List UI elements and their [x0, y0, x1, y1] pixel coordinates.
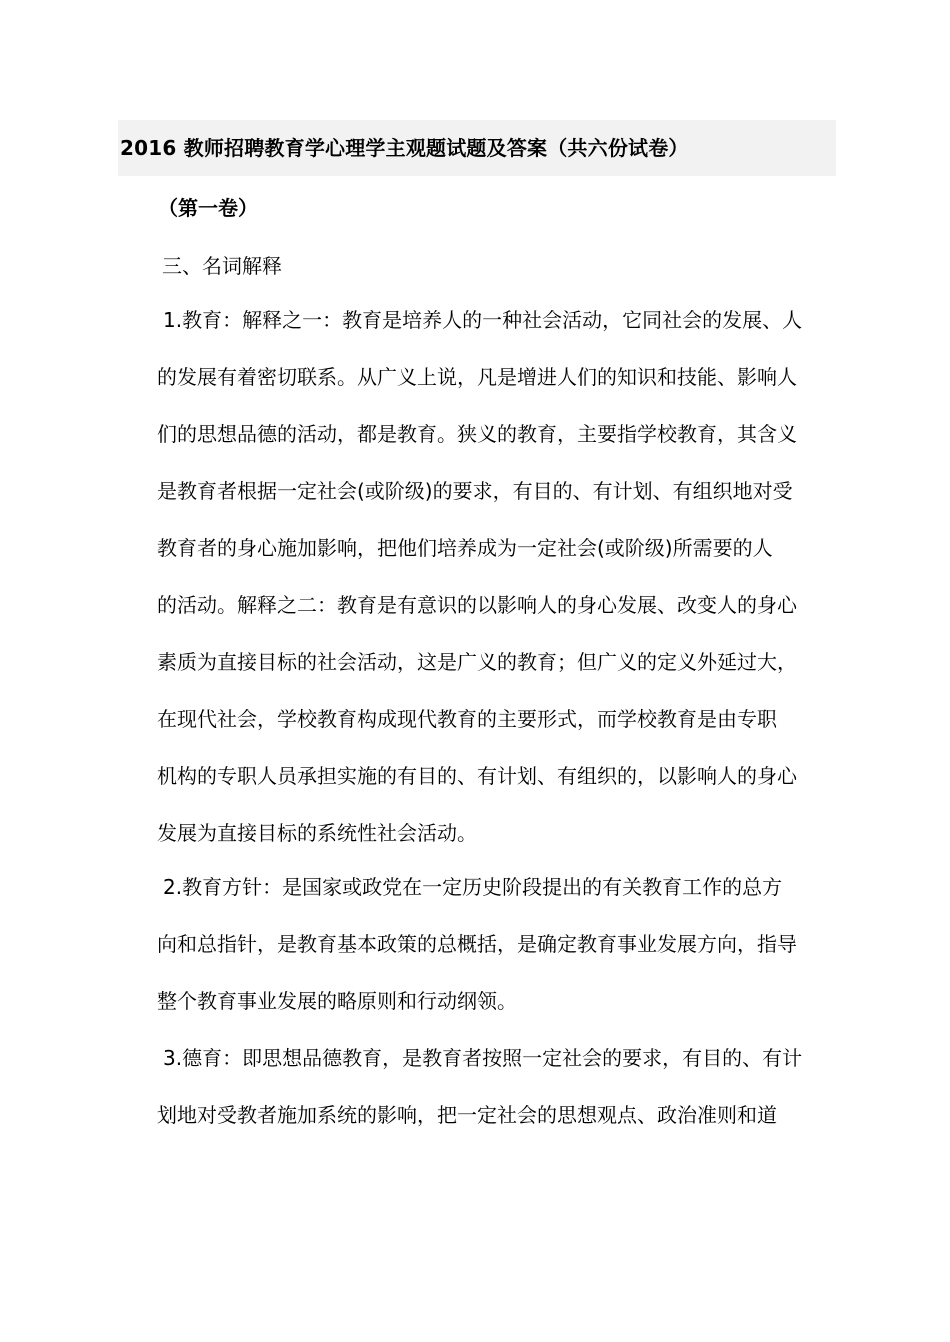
volume-label: （第一卷） — [158, 196, 258, 220]
paragraph-line: 1.教育：解释之一：教育是培养人的一种社会活动，它同社会的发展、人 — [163, 308, 803, 332]
paragraph-line: 整个教育事业发展的略原则和行动纲领。 — [157, 989, 517, 1013]
paragraph-line: 素质为直接目标的社会活动，这是广义的教育；但广义的定义外延过大， — [157, 650, 797, 674]
paragraph-line: 机构的专职人员承担实施的有目的、有计划、有组织的，以影响人的身心 — [157, 764, 797, 788]
paragraph-line: 在现代社会，学校教育构成现代教育的主要形式，而学校教育是由专职 — [157, 707, 777, 731]
paragraph-line: 划地对受教者施加系统的影响，把一定社会的思想观点、政治准则和道 — [157, 1103, 777, 1127]
section-heading: 三、名词解释 — [162, 254, 282, 278]
paragraph-line: 3.德育：即思想品德教育，是教育者按照一定社会的要求，有目的、有计 — [163, 1046, 803, 1070]
paragraph-line: 向和总指针，是教育基本政策的总概括，是确定教育事业发展方向，指导 — [157, 932, 797, 956]
paragraph-line: 教育者的身心施加影响，把他们培养成为一定社会(或阶级)所需要的人 — [157, 536, 773, 560]
definition-paragraph-education — [157, 292, 837, 862]
definition-paragraph-moral-education — [157, 1030, 837, 1144]
paragraph-line: 2.教育方针：是国家或政党在一定历史阶段提出的有关教育工作的总方 — [163, 875, 783, 899]
paragraph-line: 是教育者根据一定社会(或阶级)的要求，有目的、有计划、有组织地对受 — [157, 479, 793, 503]
paragraph-line: 的活动。解释之二：教育是有意识的以影响人的身心发展、改变人的身心 — [157, 593, 797, 617]
paragraph-line: 发展为直接目标的系统性社会活动。 — [157, 821, 477, 845]
definition-paragraph-education-policy — [157, 859, 837, 1030]
paragraph-line: 们的思想品德的活动，都是教育。狭义的教育，主要指学校教育，其含义 — [157, 422, 797, 446]
paragraph-line: 的发展有着密切联系。从广义上说，凡是增进人们的知识和技能、影响人 — [157, 365, 797, 389]
document-title: 2016 教师招聘教育学心理学主观题试题及答案（共六份试卷） — [120, 136, 689, 160]
